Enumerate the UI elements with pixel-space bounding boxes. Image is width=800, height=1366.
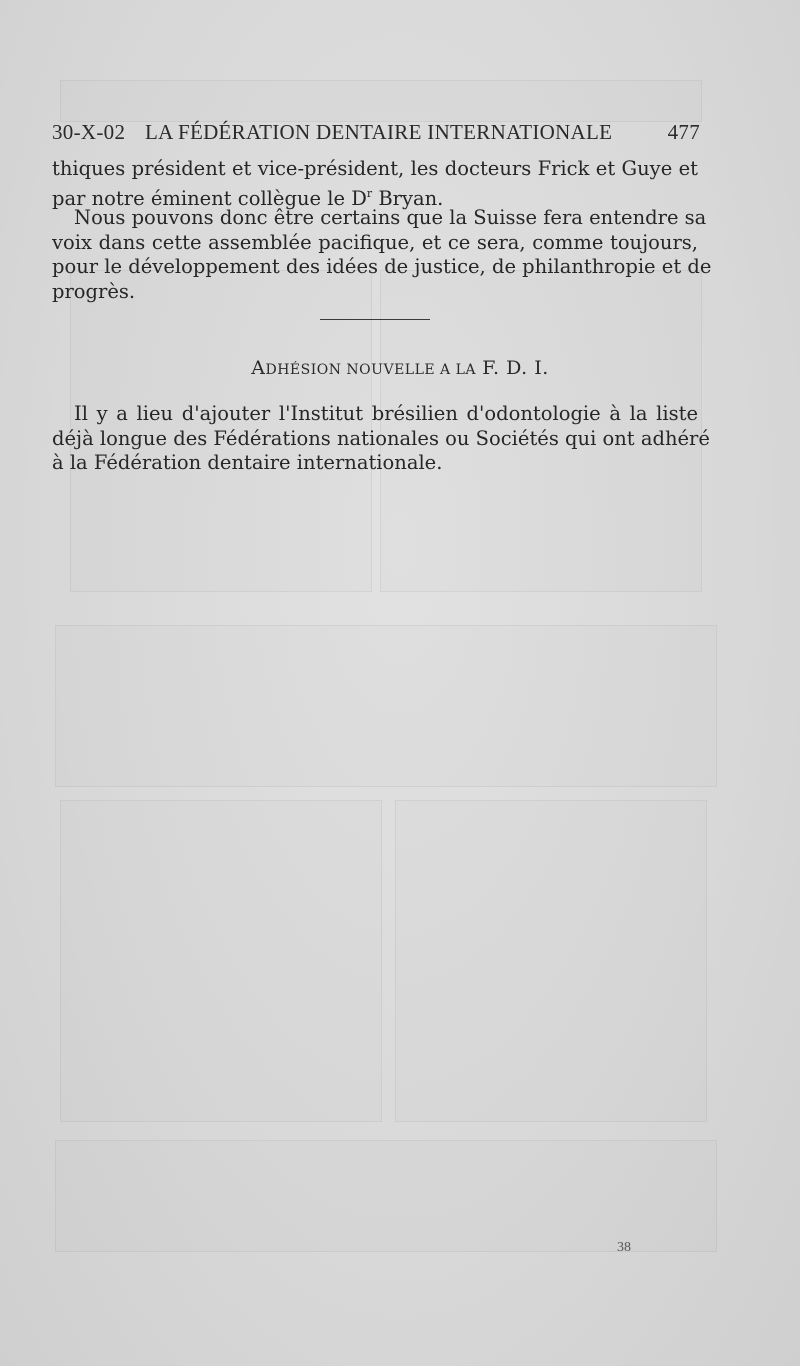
page-number: 477 (667, 120, 700, 144)
paragraph-line: voix dans cette assemblée pacifique, et ce sera, comme toujours, (52, 230, 698, 254)
heading-initial: A (251, 357, 266, 379)
bleed-through-block-top (60, 80, 702, 122)
bleed-through-block-ad-4 (60, 800, 382, 1122)
issue-date: 30-X-02 (52, 120, 126, 144)
paragraph-line: déjà longue des Fédérations nationales ou Sociétés qui ont adhéré (52, 426, 710, 450)
signature-mark: 38 (617, 1240, 631, 1255)
section-divider (320, 319, 430, 320)
running-head (52, 120, 700, 148)
section-heading (0, 357, 800, 379)
paragraph-continuation (52, 157, 698, 211)
heading-acronym: F. D. I. (482, 357, 549, 379)
bleed-through-block-ad-5 (395, 800, 707, 1122)
text-segment: par notre éminent collègue le D (52, 186, 367, 210)
text-segment: Bryan. (372, 186, 444, 210)
paragraph-suisse (52, 206, 712, 304)
bleed-through-block-bottom (55, 1140, 717, 1252)
bleed-through-block-ad-3 (55, 625, 717, 787)
superscript: r (366, 186, 373, 200)
paragraph-line: à la Fédération dentaire internationale. (52, 451, 443, 474)
paragraph-line: thiques président et vice-président, les docteurs Frick et Guye et (52, 157, 698, 180)
paragraph-line: progrès. (52, 279, 136, 303)
paragraph-line: pour le développement des idées de justice, de philanthropie et de (52, 255, 712, 278)
heading-small-caps: DHÉSION NOUVELLE A LA (265, 362, 477, 378)
paragraph-line: Il y a lieu d'ajouter l'Institut brésilien d'odontologie à la liste (74, 402, 698, 425)
paragraph-adhesion (52, 402, 710, 476)
journal-title: LA FÉDÉRATION DENTAIRE INTERNATIONALE (145, 120, 613, 144)
paragraph-line: Nous pouvons donc être certains que la Suisse fera entendre sa (74, 206, 707, 229)
